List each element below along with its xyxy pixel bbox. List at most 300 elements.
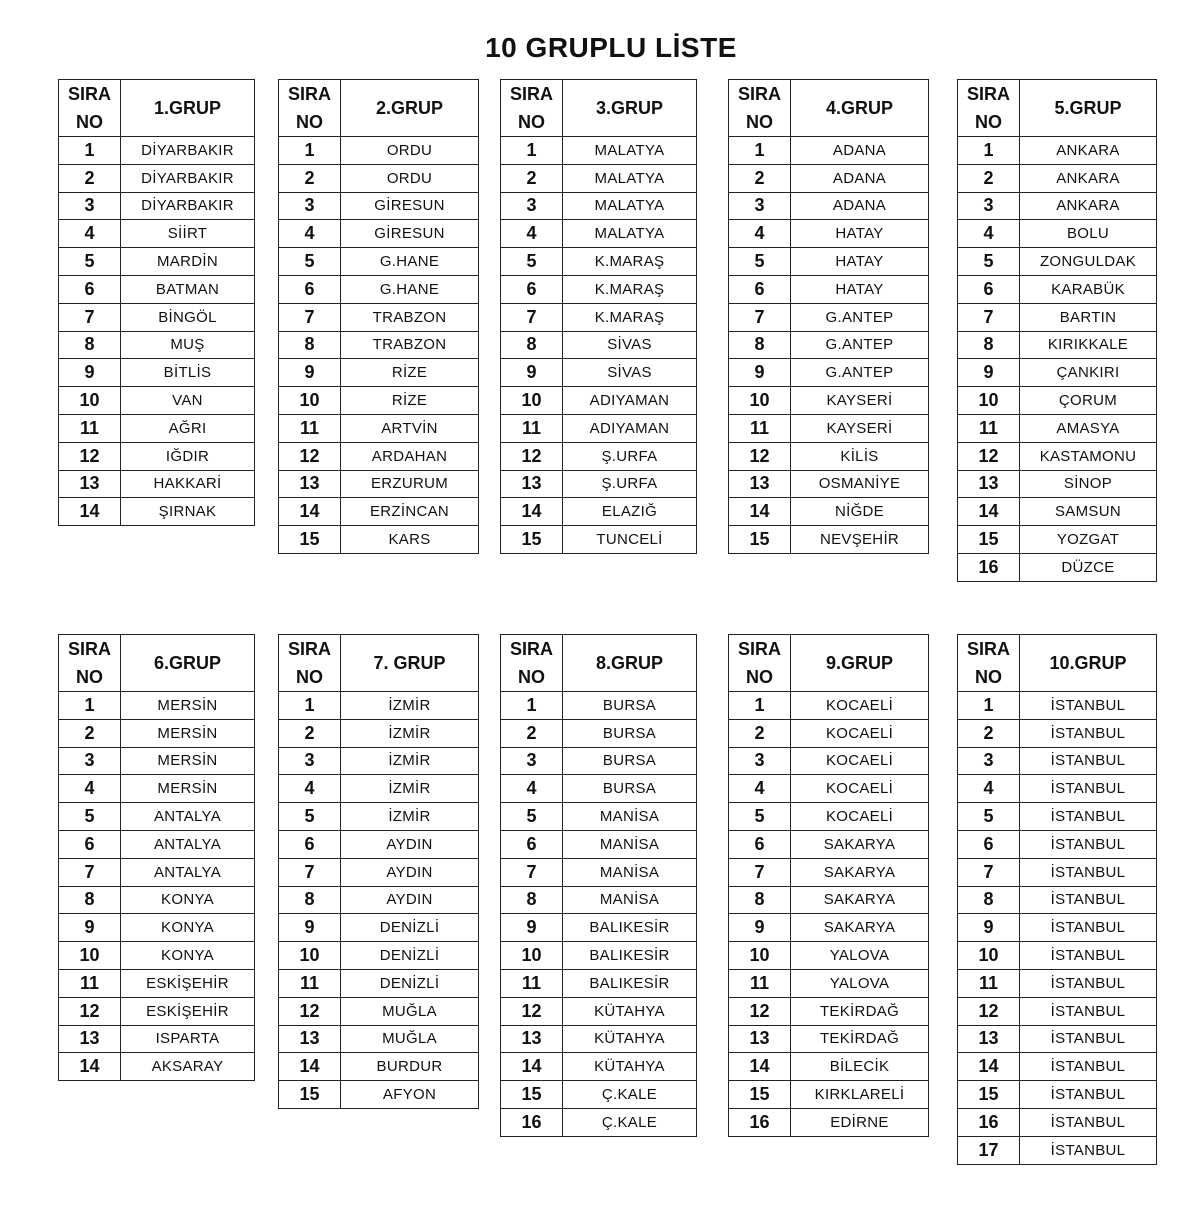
table-row [729, 442, 929, 470]
row-number: 2 [279, 164, 341, 192]
table-row [729, 414, 929, 442]
row-number: 7 [729, 858, 791, 886]
table-row [279, 248, 479, 276]
table-row [59, 442, 255, 470]
row-number: 11 [279, 969, 341, 997]
table-row [958, 164, 1157, 192]
row-number: 1 [279, 692, 341, 720]
city-name: AĞRI [121, 414, 255, 442]
row-number: 2 [729, 164, 791, 192]
row-number: 15 [958, 1081, 1020, 1109]
row-number: 7 [958, 858, 1020, 886]
city-name: DİYARBAKIR [121, 192, 255, 220]
city-name: HATAY [791, 220, 929, 248]
table-row [279, 275, 479, 303]
table-row [958, 830, 1157, 858]
column-header-no [729, 80, 791, 137]
row-number: 3 [958, 747, 1020, 775]
city-name: ZONGULDAK [1020, 248, 1157, 276]
row-number: 1 [729, 137, 791, 165]
table-row [279, 526, 479, 554]
city-name: BİNGÖL [121, 303, 255, 331]
row-number: 15 [501, 1081, 563, 1109]
row-number: 10 [958, 942, 1020, 970]
row-number: 1 [958, 137, 1020, 165]
table-row [729, 775, 929, 803]
city-name: Ş.URFA [563, 442, 697, 470]
city-name: BALIKESİR [563, 942, 697, 970]
city-name: BURDUR [341, 1053, 479, 1081]
column-header-no [59, 635, 121, 692]
city-name: ADANA [791, 137, 929, 165]
city-name: İSTANBUL [1020, 858, 1157, 886]
table-row [59, 719, 255, 747]
city-name: MUĞLA [341, 1025, 479, 1053]
city-name: MANİSA [563, 886, 697, 914]
row-number: 10 [729, 387, 791, 415]
city-name: GİRESUN [341, 220, 479, 248]
row-number: 13 [729, 470, 791, 498]
city-name: DİYARBAKIR [121, 137, 255, 165]
group-table [957, 79, 1157, 582]
table-row [501, 692, 697, 720]
group-name-header: 1.GRUP [121, 80, 255, 137]
table-row [59, 914, 255, 942]
row-number: 6 [501, 830, 563, 858]
row-number: 10 [279, 942, 341, 970]
table-row [59, 969, 255, 997]
table-row [729, 470, 929, 498]
city-name: KASTAMONU [1020, 442, 1157, 470]
city-name: RİZE [341, 387, 479, 415]
city-name: KOCAELİ [791, 719, 929, 747]
row-number: 11 [501, 414, 563, 442]
city-name: SAKARYA [791, 858, 929, 886]
table-row [59, 331, 255, 359]
city-name: RİZE [341, 359, 479, 387]
row-number: 4 [729, 775, 791, 803]
row-number: 14 [958, 1053, 1020, 1081]
table-row [59, 1053, 255, 1081]
table-row [729, 164, 929, 192]
city-name: SİİRT [121, 220, 255, 248]
city-name: ARTVİN [341, 414, 479, 442]
row-number: 4 [501, 775, 563, 803]
table-row [729, 914, 929, 942]
row-number: 15 [958, 526, 1020, 554]
row-number: 2 [59, 164, 121, 192]
table-row [59, 470, 255, 498]
table-row [501, 747, 697, 775]
table-row [958, 331, 1157, 359]
row-number: 14 [958, 498, 1020, 526]
table-row [501, 248, 697, 276]
group-table-4 [728, 79, 929, 554]
city-name: İSTANBUL [1020, 1108, 1157, 1136]
table-row [501, 1025, 697, 1053]
header-no-line1: SIRA [966, 639, 1010, 659]
row-number: 13 [59, 470, 121, 498]
row-number: 7 [279, 303, 341, 331]
city-name: ANKARA [1020, 192, 1157, 220]
table-row [501, 914, 697, 942]
city-name: ADANA [791, 192, 929, 220]
city-name: KONYA [121, 886, 255, 914]
group-table-9 [728, 634, 929, 1137]
row-number: 10 [59, 942, 121, 970]
city-name: İSTANBUL [1020, 1025, 1157, 1053]
row-number: 15 [729, 1081, 791, 1109]
table-row [279, 498, 479, 526]
city-name: İSTANBUL [1020, 775, 1157, 803]
row-number: 3 [729, 747, 791, 775]
row-number: 6 [729, 275, 791, 303]
city-name: ORDU [341, 137, 479, 165]
city-name: TRABZON [341, 331, 479, 359]
table-row [958, 414, 1157, 442]
row-number: 3 [958, 192, 1020, 220]
table-row [958, 803, 1157, 831]
row-number: 10 [501, 942, 563, 970]
row-number: 3 [59, 192, 121, 220]
city-name: ANTALYA [121, 830, 255, 858]
header-no-line2: NO [975, 667, 1002, 687]
city-name: KIRIKKALE [1020, 331, 1157, 359]
table-row [59, 359, 255, 387]
city-name: MERSİN [121, 775, 255, 803]
row-number: 14 [501, 1053, 563, 1081]
row-number: 5 [279, 803, 341, 831]
row-number: 13 [501, 1025, 563, 1053]
row-number: 8 [59, 886, 121, 914]
row-number: 7 [59, 858, 121, 886]
table-row [958, 526, 1157, 554]
row-number: 10 [279, 387, 341, 415]
table-row [729, 1053, 929, 1081]
table-row [958, 886, 1157, 914]
city-name: ADIYAMAN [563, 414, 697, 442]
city-name: İSTANBUL [1020, 692, 1157, 720]
city-name: BURSA [563, 719, 697, 747]
table-row [958, 1025, 1157, 1053]
city-name: KARABÜK [1020, 275, 1157, 303]
table-row [729, 858, 929, 886]
group-name-header: 3.GRUP [563, 80, 697, 137]
row-number: 1 [729, 692, 791, 720]
table-row [729, 692, 929, 720]
row-number: 5 [729, 248, 791, 276]
table-row [501, 137, 697, 165]
table-row [59, 775, 255, 803]
group-table [957, 634, 1157, 1165]
city-name: KÜTAHYA [563, 1053, 697, 1081]
table-row [501, 719, 697, 747]
city-name: BURSA [563, 775, 697, 803]
table-row [279, 470, 479, 498]
city-name: MANİSA [563, 803, 697, 831]
row-number: 11 [501, 969, 563, 997]
city-name: AKSARAY [121, 1053, 255, 1081]
row-number: 5 [501, 248, 563, 276]
city-name: MARDİN [121, 248, 255, 276]
table-row [729, 997, 929, 1025]
city-name: MERSİN [121, 692, 255, 720]
row-number: 7 [501, 858, 563, 886]
table-row [958, 969, 1157, 997]
table-row [279, 442, 479, 470]
table-row [279, 387, 479, 415]
city-name: TRABZON [341, 303, 479, 331]
row-number: 3 [729, 192, 791, 220]
group-table [728, 634, 929, 1137]
table-row [501, 442, 697, 470]
city-name: ARDAHAN [341, 442, 479, 470]
city-name: ANKARA [1020, 137, 1157, 165]
row-number: 1 [501, 137, 563, 165]
row-number: 9 [958, 914, 1020, 942]
table-row [501, 830, 697, 858]
row-number: 2 [279, 719, 341, 747]
table-row [958, 220, 1157, 248]
table-row [958, 248, 1157, 276]
table-row [729, 192, 929, 220]
city-name: MERSİN [121, 747, 255, 775]
row-number: 7 [501, 303, 563, 331]
row-number: 9 [729, 914, 791, 942]
row-number: 11 [59, 414, 121, 442]
table-row [501, 526, 697, 554]
row-number: 11 [958, 969, 1020, 997]
city-name: YALOVA [791, 942, 929, 970]
city-name: İSTANBUL [1020, 997, 1157, 1025]
row-number: 15 [279, 526, 341, 554]
city-name: ANTALYA [121, 858, 255, 886]
table-row [729, 137, 929, 165]
city-name: KOCAELİ [791, 747, 929, 775]
row-number: 9 [59, 359, 121, 387]
row-number: 6 [279, 830, 341, 858]
row-number: 14 [59, 1053, 121, 1081]
city-name: NEVŞEHİR [791, 526, 929, 554]
row-number: 9 [279, 359, 341, 387]
group-table [728, 79, 929, 554]
table-row [729, 803, 929, 831]
city-name: MUĞLA [341, 997, 479, 1025]
header-no-line1: SIRA [287, 639, 331, 659]
header-no-line2: NO [746, 667, 773, 687]
city-name: DENİZLİ [341, 942, 479, 970]
row-number: 5 [729, 803, 791, 831]
page-title: 10 GRUPLU LİSTE [485, 32, 737, 63]
city-name: ŞIRNAK [121, 498, 255, 526]
column-header-no [501, 635, 563, 692]
row-number: 17 [958, 1136, 1020, 1164]
table-row [501, 387, 697, 415]
row-number: 4 [59, 775, 121, 803]
row-number: 12 [59, 442, 121, 470]
table-row [59, 248, 255, 276]
table-row [279, 164, 479, 192]
row-number: 7 [958, 303, 1020, 331]
city-name: MALATYA [563, 137, 697, 165]
row-number: 9 [501, 914, 563, 942]
header-no-line1: SIRA [67, 84, 111, 104]
table-row [501, 886, 697, 914]
city-name: BURSA [563, 747, 697, 775]
row-number: 16 [501, 1108, 563, 1136]
city-name: AMASYA [1020, 414, 1157, 442]
city-name: OSMANİYE [791, 470, 929, 498]
city-name: ANTALYA [121, 803, 255, 831]
table-row [958, 387, 1157, 415]
row-number: 9 [279, 914, 341, 942]
group-name-header: 2.GRUP [341, 80, 479, 137]
row-number: 1 [501, 692, 563, 720]
table-row [279, 886, 479, 914]
table-row [958, 1108, 1157, 1136]
table-row [279, 220, 479, 248]
table-row [729, 1081, 929, 1109]
table-row [958, 1081, 1157, 1109]
city-name: KONYA [121, 914, 255, 942]
row-number: 7 [279, 858, 341, 886]
row-number: 3 [279, 747, 341, 775]
row-number: 8 [59, 331, 121, 359]
row-number: 6 [958, 275, 1020, 303]
city-name: KÜTAHYA [563, 1025, 697, 1053]
city-name: G.ANTEP [791, 303, 929, 331]
table-row [501, 220, 697, 248]
table-row [279, 192, 479, 220]
city-name: G.ANTEP [791, 331, 929, 359]
city-name: İSTANBUL [1020, 1053, 1157, 1081]
header-no-line2: NO [975, 112, 1002, 132]
city-name: TEKİRDAĞ [791, 1025, 929, 1053]
column-header-no [729, 635, 791, 692]
row-number: 12 [279, 442, 341, 470]
row-number: 8 [501, 331, 563, 359]
row-number: 2 [59, 719, 121, 747]
row-number: 13 [501, 470, 563, 498]
city-name: YOZGAT [1020, 526, 1157, 554]
city-name: İZMİR [341, 692, 479, 720]
table-row [729, 719, 929, 747]
table-row [958, 914, 1157, 942]
table-row [279, 1081, 479, 1109]
group-name-header: 7. GRUP [341, 635, 479, 692]
row-number: 13 [729, 1025, 791, 1053]
city-name: İZMİR [341, 775, 479, 803]
table-row [279, 303, 479, 331]
city-name: YALOVA [791, 969, 929, 997]
row-number: 11 [729, 969, 791, 997]
group-table-7 [278, 634, 479, 1109]
table-row [279, 137, 479, 165]
city-name: IĞDIR [121, 442, 255, 470]
row-number: 12 [958, 442, 1020, 470]
table-row [59, 858, 255, 886]
table-row [279, 719, 479, 747]
city-name: KONYA [121, 942, 255, 970]
row-number: 4 [279, 220, 341, 248]
table-row [958, 858, 1157, 886]
city-name: ADANA [791, 164, 929, 192]
table-row [729, 942, 929, 970]
table-row [59, 303, 255, 331]
city-name: ESKİŞEHİR [121, 969, 255, 997]
group-table [278, 79, 479, 554]
city-name: NİĞDE [791, 498, 929, 526]
row-number: 12 [729, 997, 791, 1025]
row-number: 9 [729, 359, 791, 387]
city-name: Ç.KALE [563, 1081, 697, 1109]
city-name: ADIYAMAN [563, 387, 697, 415]
table-row [729, 387, 929, 415]
table-row [729, 830, 929, 858]
table-row [958, 775, 1157, 803]
group-table-1 [58, 79, 255, 526]
city-name: KAYSERİ [791, 387, 929, 415]
city-name: KOCAELİ [791, 803, 929, 831]
row-number: 4 [958, 220, 1020, 248]
city-name: AYDIN [341, 886, 479, 914]
table-row [958, 1136, 1157, 1164]
city-name: İSTANBUL [1020, 719, 1157, 747]
city-name: AFYON [341, 1081, 479, 1109]
row-number: 4 [501, 220, 563, 248]
city-name: G.HANE [341, 248, 479, 276]
row-number: 2 [501, 719, 563, 747]
table-row [501, 1053, 697, 1081]
header-no-line1: SIRA [509, 639, 553, 659]
group-table [500, 634, 697, 1137]
table-row [729, 526, 929, 554]
table-row [729, 498, 929, 526]
header-no-line1: SIRA [67, 639, 111, 659]
city-name: K.MARAŞ [563, 303, 697, 331]
table-row [729, 1025, 929, 1053]
row-number: 10 [501, 387, 563, 415]
row-number: 15 [729, 526, 791, 554]
table-row [729, 248, 929, 276]
city-name: K.MARAŞ [563, 248, 697, 276]
table-row [59, 886, 255, 914]
row-number: 12 [501, 442, 563, 470]
city-name: HATAY [791, 248, 929, 276]
group-table-5 [957, 79, 1157, 582]
table-row [59, 498, 255, 526]
city-name: İSTANBUL [1020, 942, 1157, 970]
group-table [500, 79, 697, 554]
header-no-line2: NO [76, 112, 103, 132]
city-name: Ş.URFA [563, 470, 697, 498]
table-row [729, 886, 929, 914]
group-table-8 [500, 634, 697, 1137]
city-name: DENİZLİ [341, 969, 479, 997]
table-row [501, 803, 697, 831]
table-row [279, 747, 479, 775]
city-name: ELAZIĞ [563, 498, 697, 526]
group-table-6 [58, 634, 255, 1081]
table-row [958, 747, 1157, 775]
table-row [958, 470, 1157, 498]
table-row [59, 164, 255, 192]
table-row [729, 747, 929, 775]
city-name: BOLU [1020, 220, 1157, 248]
row-number: 5 [59, 248, 121, 276]
city-name: KARS [341, 526, 479, 554]
row-number: 12 [59, 997, 121, 1025]
